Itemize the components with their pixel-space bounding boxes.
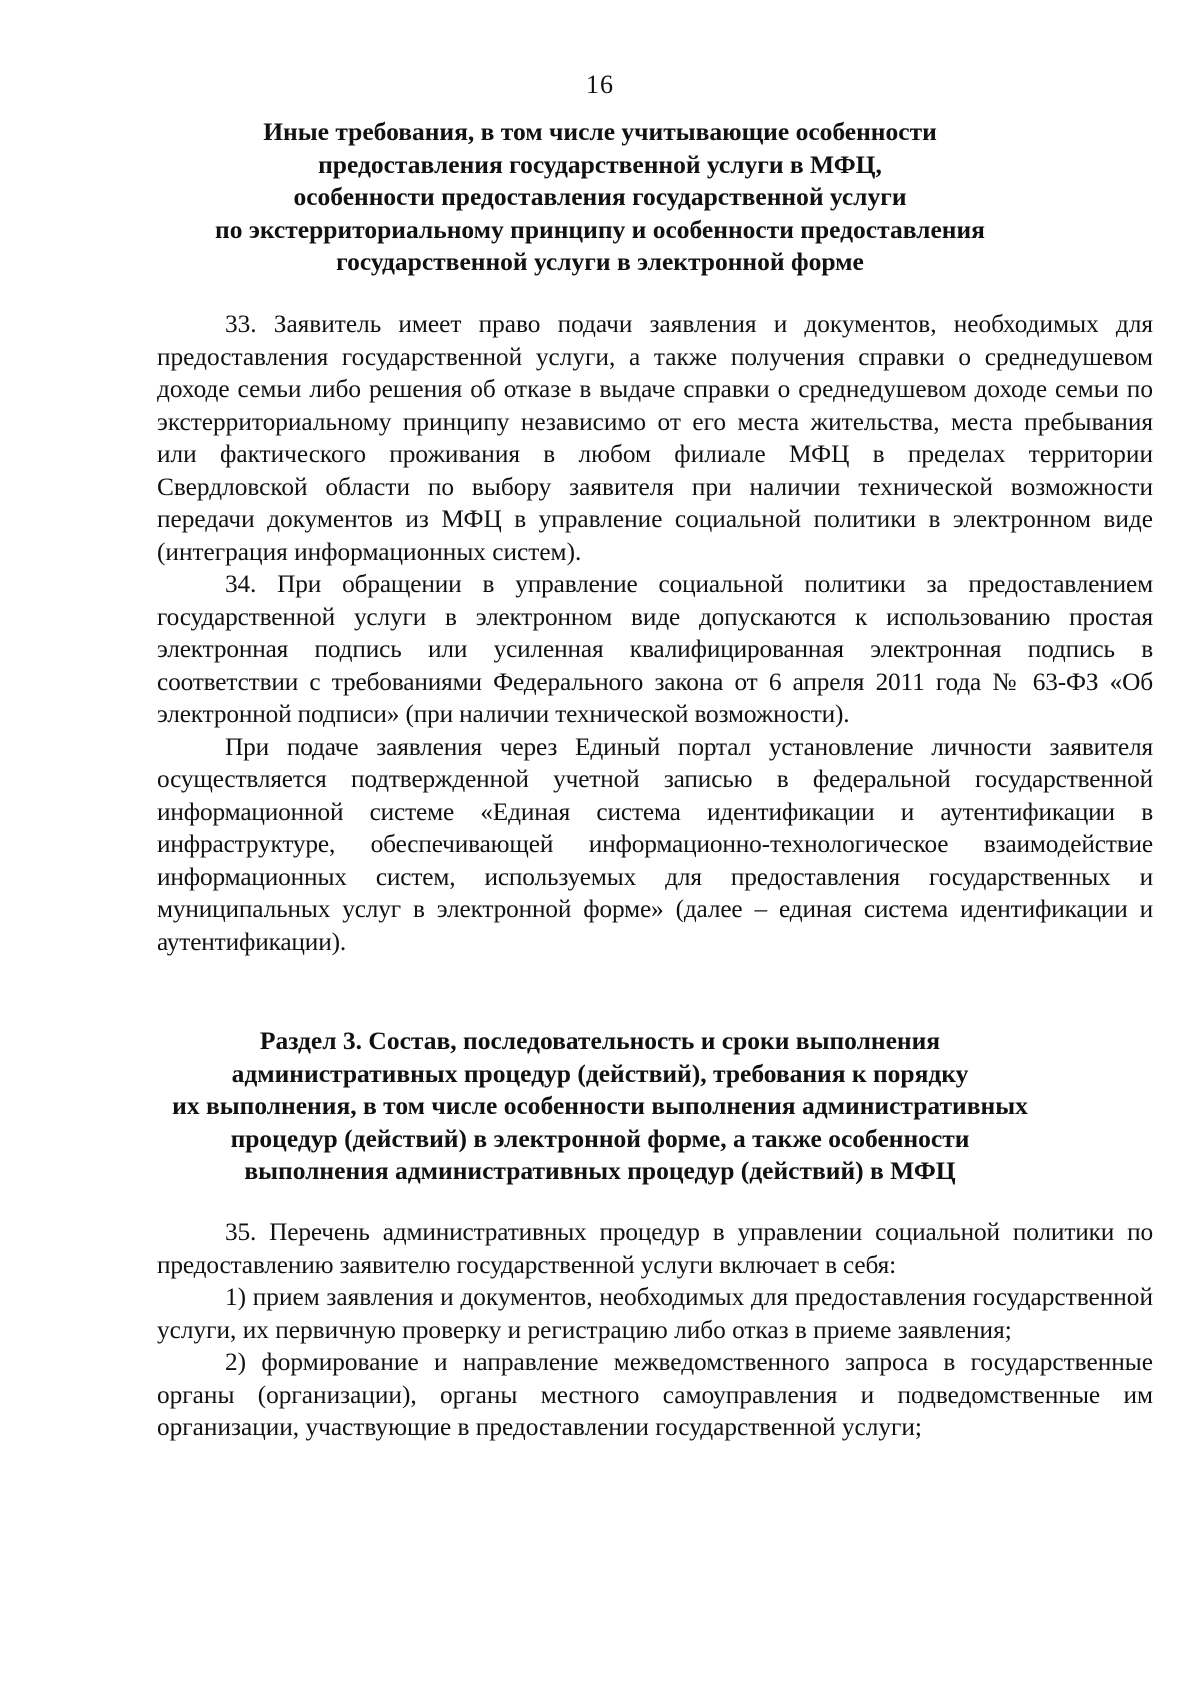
heading-line: выполнения административных процедур (действий) в МФЦ	[244, 1156, 956, 1185]
heading-line: процедур (действий) в электронной форме, а также особенности	[230, 1123, 970, 1153]
heading-line: предоставления государственной услуги в МФЦ,	[318, 149, 882, 179]
heading-line: их выполнения, в том числе особенности выполнения административных	[172, 1091, 1028, 1120]
section-heading-other-requirements	[160, 116, 1040, 279]
heading-line: по экстерриториальному принципу и особенности предоставления	[215, 214, 985, 244]
heading-line: административных процедур (действий), требования к порядку	[231, 1058, 969, 1088]
heading-line: Иные требования, в том числе учитывающие особенности	[263, 117, 937, 146]
paragraph-34: 34. При обращении в управление социальной политики за предоставлением государственной услуги в электронном виде допускаются к использованию простая электронная подпись или усиленная квалифицированная электронная подпись в соответствии с требованиями Федерального закона от 6 апреля 2011 года № 63-ФЗ «Об электронной подписи» (при наличии технической возможности).	[157, 570, 1153, 728]
heading-line: государственной услуги в электронной форме	[336, 247, 864, 276]
list-item-1: 1) прием заявления и документов, необходимых для предоставления государственной услуги, их первичную проверку и регистрацию либо отказ в приеме заявления;	[157, 1283, 1153, 1344]
heading-line: особенности предоставления государственной услуги	[293, 182, 907, 211]
body-text-block-2	[157, 1216, 1153, 1444]
page-number: 16	[586, 70, 614, 99]
paragraph-33: 33. Заявитель имеет право подачи заявления и документов, необходимых для предоставления государственной услуги, а также получения справки о среднедушевом доходе семьи либо решения об отказе в выдаче справки о среднедушевом доходе семьи по экстерриториальному принципу независимо от его места жительства, места пребывания или фактического проживания в любом филиале МФЦ в пределах территории Свердловской области по выбору заявителя при наличии технической возможности передачи документов из МФЦ в управление социальной политики в электронном виде (интеграция информационных систем).	[157, 310, 1153, 566]
section-heading-section-3	[160, 1025, 1040, 1188]
heading-line: Раздел 3. Состав, последовательность и сроки выполнения	[259, 1026, 941, 1055]
paragraph-35: 35. Перечень административных процедур в управлении социальной политики по предоставлению заявителю государственной услуги включает в себя:	[157, 1218, 1153, 1279]
paragraph-identification: При подаче заявления через Единый портал установление личности заявителя осуществляется подтвержденной учетной записью в федеральной государственной информационной системе «Единая система идентификации и аутентификации в инфраструктуре, обеспечивающей информационно-технологическое взаимодействие информационных систем, используемых для предоставления государственных и муниципальных услуг в электронной форме» (далее – единая система идентификации и аутентификации).	[157, 732, 1153, 956]
body-text-block-1	[157, 308, 1153, 958]
list-item-2: 2) формирование и направление межведомственного запроса в государственные органы (организации), органы местного самоуправления и подведомственные им организации, участвующие в предоставлении государственной услуги;	[157, 1348, 1153, 1441]
